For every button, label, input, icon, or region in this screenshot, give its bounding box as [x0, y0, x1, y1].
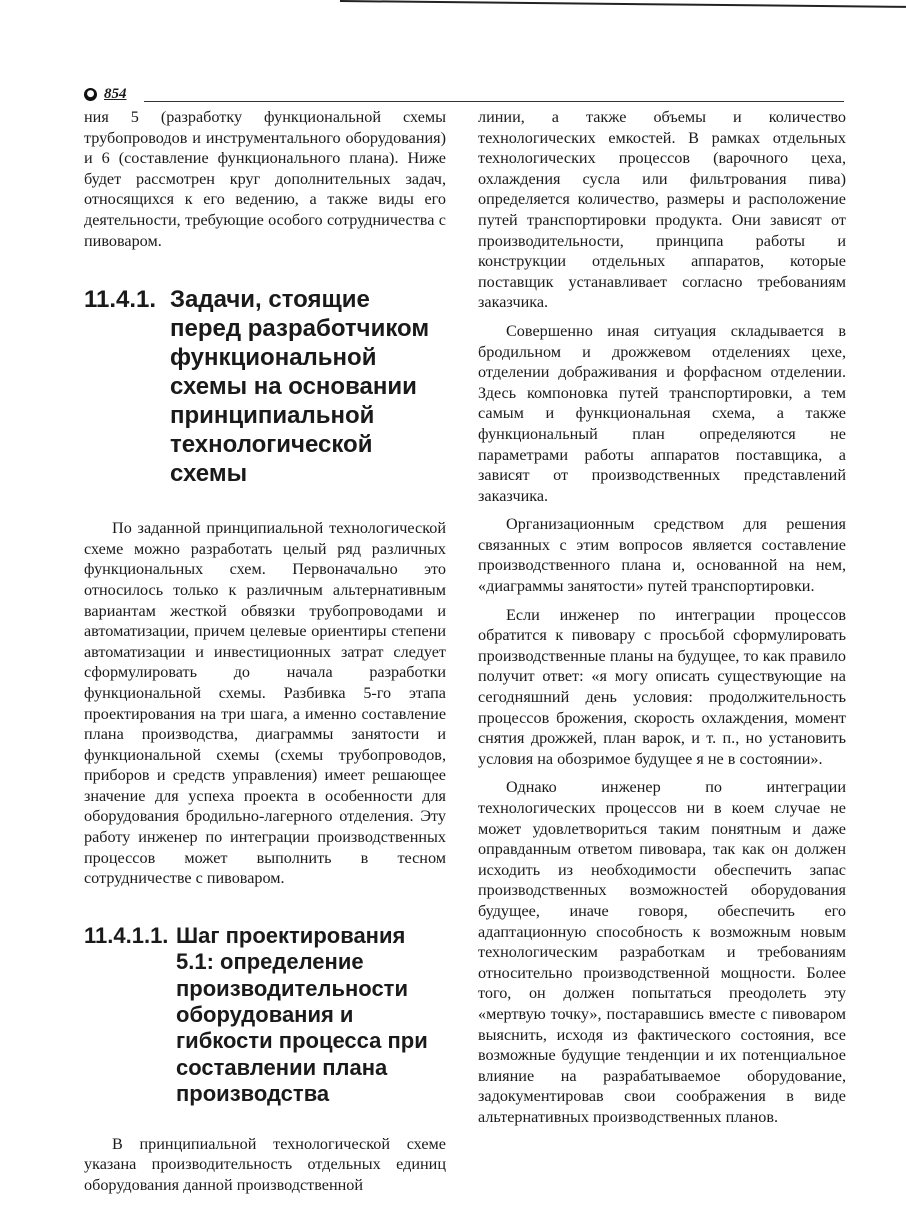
paragraph: Организационным средством для решения связанных с этим вопросов является составление производственного плана и, основанной на нем, «диаграммы занятости» путей транспортировки. [478, 515, 846, 596]
paragraph: Однако инженер по интеграции технологических процессов ни в коем случае не может удовлетвориться таким понятным и даже оправданным ответом пивовара, так как он должен исходить из необходимости обеспечить запас производственных возможностей оборудования будущее, иначе говоря, обеспечить его адаптационную способность к возможным новым технологическим разработкам и требованиям относительно производственной мощности. Более того, он должен попытаться преодолеть эту «мертвую точку», постаравшись вместе с пивоваром выяснить, исходя из фактического состояния, все возможные будущие тенденции и их потенциальное влияние на разрабатываемое оборудование, задокументировав свои соображения в виде альтернативных производственных планов. [478, 778, 846, 1126]
header-rule [144, 101, 844, 102]
scan-edge-line [340, 0, 906, 8]
paragraph: линии, а также объемы и количество технологических емкостей. В рамках отдельных технологических процессов (варочного цеха, охлаждения сусла или фильтрования пива) определяется количество, размеры и расположение путей транспортировки продукта. Они зависят от производительности, принципа работы и конструкции отдельных аппаратов, которые поставщик устанавливает согласно требованиям заказчика. [478, 108, 846, 312]
right-column [478, 107, 846, 1128]
paragraph: Совершенно иная ситуация складывается в бродильном и дрожжевом отделениях цехе, отделении дображивания и форфасном отделении. Здесь компоновка путей транспортировки, а тем самым и функциональная схема, а также функциональный план определяются не параметрами работы аппаратов поставщика, а зависят от производственных представлений заказчика. [478, 321, 846, 505]
page-number: 854 [104, 86, 127, 102]
page-marker-icon: ● [84, 88, 97, 101]
paragraph-continued: ния 5 (разработку функциональной схемы трубопроводов и инструментального оборудования) и 6 (составление функционального плана). Ниже будет рассмотрен круг дополнительных задач, относящихся к его ведению, а также виды его деятельности, требующие особого сотрудничества с пивоваром. [84, 108, 446, 250]
section-heading [84, 285, 446, 488]
subsection-number: 11.4.1.1. [84, 922, 169, 948]
section-number: 11.4.1. [84, 286, 157, 314]
subsection-heading [84, 923, 446, 1108]
subsection-paragraph: В принципиальной технологической схеме указана производительность отдельных единиц оборудования данной производственной [84, 1134, 446, 1194]
left-column [84, 107, 446, 1195]
section-title: Задачи, стоящие перед разработчиком функциональной схемы на основании принципиальной технологической схемы [170, 286, 430, 488]
page-header [84, 84, 844, 104]
paragraph: Если инженер по интеграции процессов обратится к пивовару с просьбой сформулировать производственные планы на будущее, то как правило получит ответ: «я могу описать существующие на сегодняшний день условия: продолжительность процессов брожения, скорость охлаждения, момент снятия дрожжей, план варок, и т. п., но установить условия на обозримое будущее я не в состоянии». [478, 605, 846, 768]
section-paragraph: По заданной принципиальной технологической схеме можно разработать целый ряд различных функциональных схем. Первоначально это относилось только к различным альтернативным вариантам жесткой обвязки трубопроводами и автоматизации, причем целевые ориентиры степени автоматизации и инвестиционных затрат следует сформулировать до начала разработки функциональной схемы. Разбивка 5-го этапа проектирования на три шага, а именно составление плана производства, диаграммы занятости и функциональной схемы (схемы трубопроводов, приборов и средств управления) имеет решающее значение для успеха проекта в особенности для оборудования бродильно-лагерного отделения. Эту работу инженер по интеграции производственных процессов может выполнить в тесном сотрудничестве с пивоваром. [84, 519, 446, 888]
subsection-title: Шаг проектирования 5.1: определение производительности оборудования и гибкости процесса при составлении плана производства [176, 922, 428, 1107]
